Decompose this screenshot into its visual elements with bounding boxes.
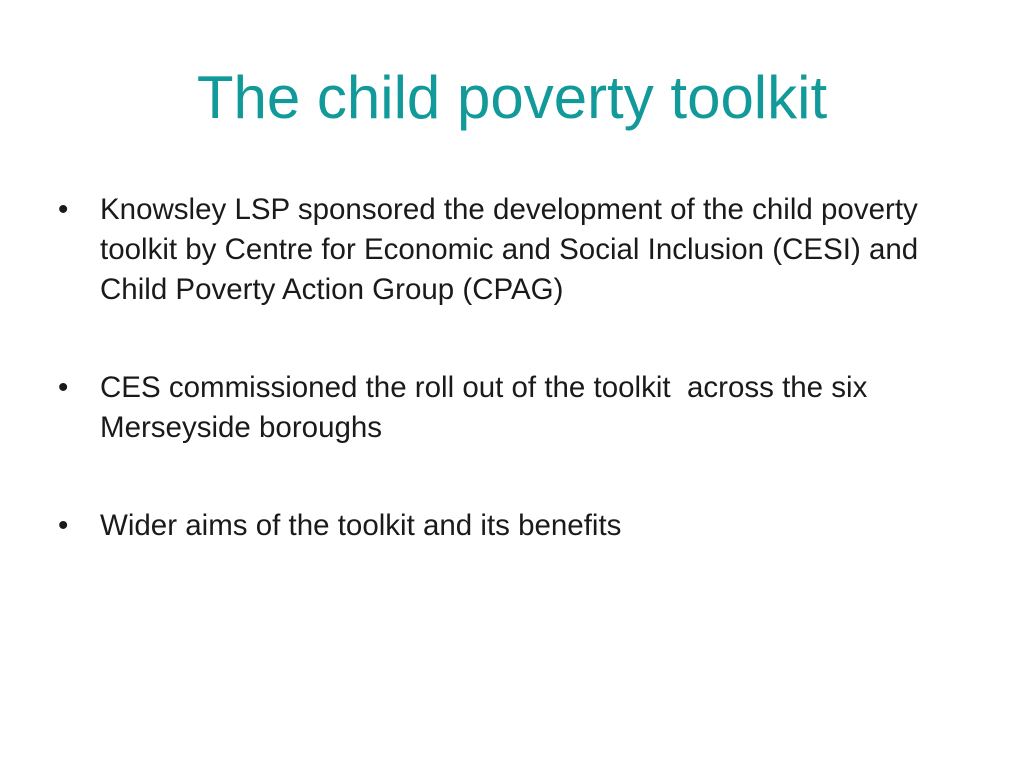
bullet-marker: •	[58, 193, 69, 226]
bullet-list	[58, 190, 988, 604]
bullet-marker: •	[58, 371, 69, 404]
bullet-text: CES commissioned the roll out of the toolkit across the six Merseyside boroughs	[100, 371, 876, 444]
bullet-marker: •	[58, 509, 69, 542]
bullet-item	[58, 506, 988, 546]
slide-title: The child poverty toolkit	[196, 64, 828, 131]
bullet-text: Knowsley LSP sponsored the development of the child poverty toolkit by Centre for Economic and Social Inclusion (CESI) and Child Poverty Action Group (CPAG)	[100, 193, 927, 306]
bullet-item	[58, 190, 988, 310]
bullet-item	[58, 368, 988, 448]
bullet-text: Wider aims of the toolkit and its benefits	[100, 509, 622, 542]
